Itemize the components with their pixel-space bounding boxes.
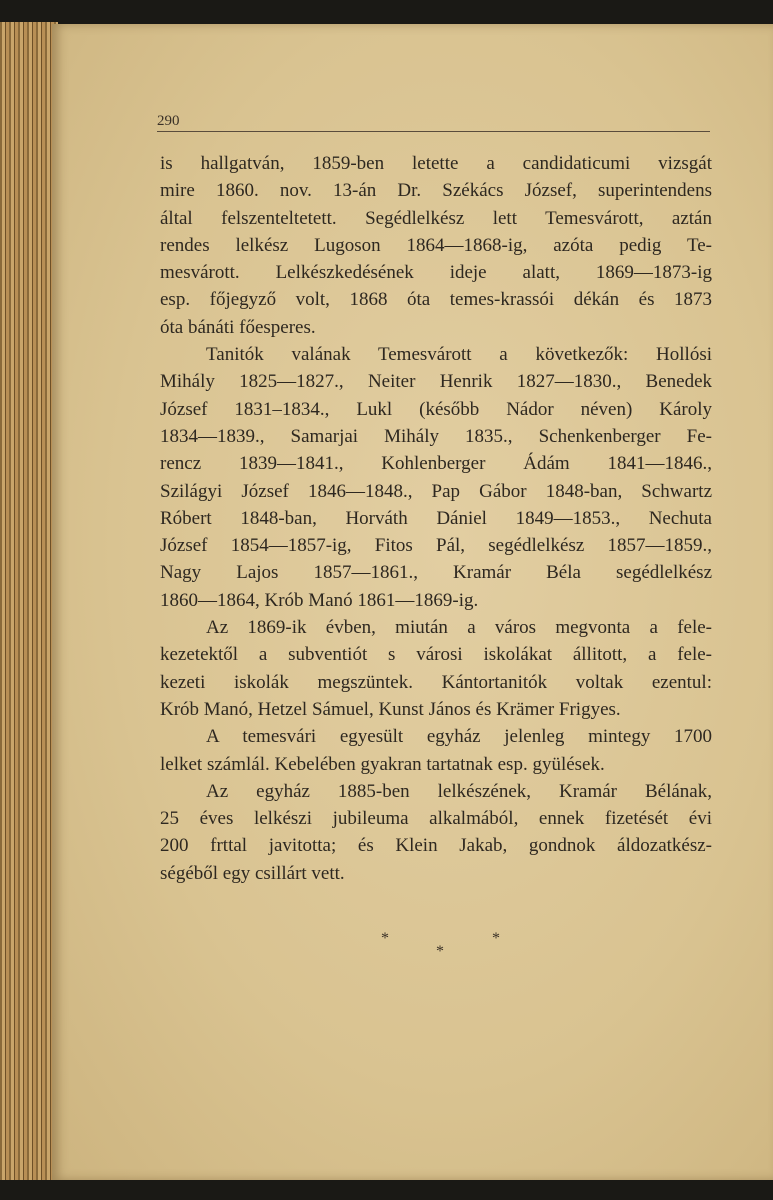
text-line: lelket számlál. Kebelében gyakran tartatnak esp. gyülések.: [160, 753, 605, 775]
text-line: is hallgatván, 1859-ben letette a candidaticumi vizsgát: [160, 153, 712, 174]
text-line: 1860—1864, Krób Manó 1861—1869-ig.: [160, 589, 479, 611]
scan-background-bottom: [0, 1180, 773, 1200]
text-line: által felszenteltetett. Segédlelkész lett Temesvárott, aztán: [160, 207, 712, 229]
paragraph: [160, 614, 712, 723]
section-break-asterisk: *: [492, 930, 500, 947]
text-line: mire 1860. nov. 13-án Dr. Székács József, superintendens: [160, 180, 712, 202]
section-break-asterisk: *: [436, 943, 444, 960]
text-line: Tanitók valának Temesvárott a következők: Hollósi: [206, 344, 712, 366]
text-line: A temesvári egyesült egyház jelenleg mintegy 1700: [206, 726, 712, 748]
text-line: Az 1869-ik évben, miután a város megvonta a fele-: [206, 617, 712, 639]
text-line: Az egyház 1885-ben lelkészének, Kramár Bélának,: [206, 780, 712, 802]
page-number: 290: [157, 113, 180, 129]
header-rule: [157, 131, 710, 132]
text-line: esp. főjegyző volt, 1868 óta temes-krassói dékán és 1873: [160, 289, 712, 311]
text-line: Nagy Lajos 1857—1861., Kramár Béla segédlelkész: [160, 562, 712, 584]
paragraph: [160, 778, 712, 887]
text-line: József 1854—1857-ig, Fitos Pál, segédlelkész 1857—1859.,: [160, 535, 712, 557]
text-line: 1834—1839., Samarjai Mihály 1835., Schenkenberger Fe-: [160, 425, 712, 447]
paragraph: [160, 150, 712, 341]
text-line: 25 éves lelkészi jubileuma alkalmából, ennek fizetését évi: [160, 808, 712, 830]
text-line: 200 frttal javitotta; és Klein Jakab, gondnok áldozatkész-: [160, 835, 712, 857]
section-break-asterisk: *: [381, 930, 389, 947]
text-line: óta bánáti főesperes.: [160, 316, 316, 338]
text-line: József 1831–1834., Lukl (később Nádor néven) Károly: [160, 398, 712, 420]
scan-background-top: [0, 0, 773, 24]
text-line: kezetektől a subventiót s városi iskolákat állitott, a fele-: [160, 644, 712, 666]
body-text: [160, 150, 712, 887]
page-edges: [0, 22, 58, 1182]
text-line: Krób Manó, Hetzel Sámuel, Kunst János és Krämer Frigyes.: [160, 698, 621, 720]
paragraph: [160, 341, 712, 614]
text-line: ségéből egy csillárt vett.: [160, 862, 345, 884]
text-line: rencz 1839—1841., Kohlenberger Ádám 1841—1846.,: [160, 453, 712, 475]
text-line: mesvárott. Lelkészkedésének ideje alatt, 1869—1873-ig: [160, 262, 712, 284]
text-line: Szilágyi József 1846—1848., Pap Gábor 1848-ban, Schwartz: [160, 480, 712, 502]
paragraph: [160, 723, 712, 778]
text-line: rendes lelkész Lugoson 1864—1868-ig, azóta pedig Te-: [160, 234, 712, 256]
text-line: kezeti iskolák megszüntek. Kántortanitók voltak ezentul:: [160, 671, 712, 693]
text-line: Róbert 1848-ban, Horváth Dániel 1849—1853., Nechuta: [160, 507, 712, 529]
text-line: Mihály 1825—1827., Neiter Henrik 1827—1830., Benedek: [160, 371, 712, 393]
